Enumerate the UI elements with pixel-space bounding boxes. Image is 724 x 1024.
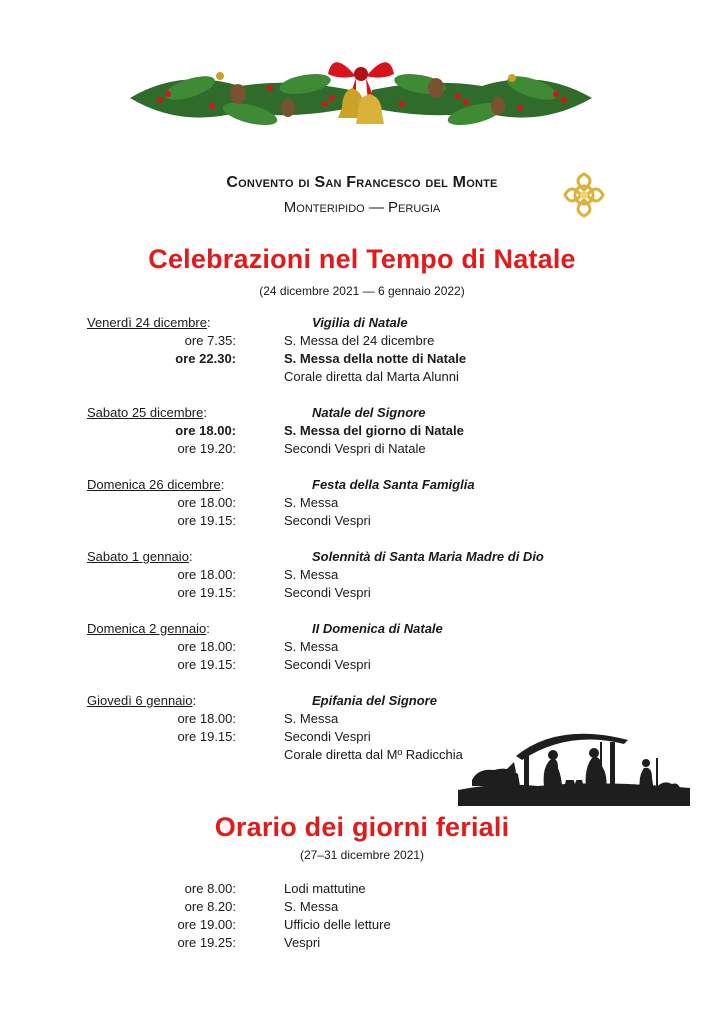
schedule-row	[0, 638, 724, 656]
day-header-row	[0, 314, 724, 332]
day-header-row	[0, 692, 724, 710]
service-time: ore 19.15:	[177, 513, 236, 528]
schedule-row	[0, 494, 724, 512]
day-block	[0, 314, 724, 386]
service-name: Corale diretta dal Mº Radicchia	[284, 747, 463, 762]
schedule-row	[0, 898, 724, 916]
weekday-schedule-title: Orario dei giorni feriali	[214, 812, 510, 842]
service-name: Lodi mattutine	[284, 881, 366, 896]
convent-header	[150, 172, 574, 219]
schedule-row	[0, 880, 724, 898]
franciscan-knot-logo-icon	[562, 170, 606, 220]
weekday-period-dates: (27–31 dicembre 2021)	[299, 848, 425, 862]
schedule-row	[0, 332, 724, 350]
day-name-text: Domenica 2 gennaio	[87, 621, 207, 636]
service-name: Secondi Vespri	[284, 513, 371, 528]
service-name: Corale diretta dal Marta Alunni	[284, 369, 459, 384]
service-time: ore 7.35:	[184, 333, 236, 348]
service-name: S. Messa del 24 dicembre	[284, 333, 435, 348]
schedule-row	[0, 368, 724, 386]
nativity-scene-silhouette	[458, 722, 690, 806]
day-block	[0, 548, 724, 602]
service-name: Secondi Vespri di Natale	[284, 441, 426, 456]
service-time: ore 18.00:	[175, 423, 236, 438]
service-time: ore 18.00:	[177, 495, 236, 510]
day-name: Sabato 25 dicembre:	[87, 405, 207, 420]
day-block	[0, 620, 724, 674]
day-name: Domenica 2 gennaio:	[87, 621, 210, 636]
christmas-garland-image	[120, 48, 602, 148]
service-name: S. Messa	[284, 495, 339, 510]
christmas-schedule	[0, 314, 724, 782]
schedule-row	[0, 656, 724, 674]
service-name: Secondi Vespri	[284, 729, 371, 744]
service-name: Ufficio delle letture	[284, 917, 391, 932]
christmas-celebrations-title: Celebrazioni nel Tempo di Natale	[148, 244, 576, 274]
service-time: ore 22.30:	[175, 351, 236, 366]
day-name-text: Domenica 26 dicembre	[87, 477, 221, 492]
feast-name: Natale del Signore	[312, 405, 426, 420]
day-block	[0, 476, 724, 530]
feast-name: Solennità di Santa Maria Madre di Dio	[312, 549, 544, 564]
service-time: ore 19.15:	[177, 657, 236, 672]
day-header-row	[0, 620, 724, 638]
service-name: S. Messa	[284, 899, 339, 914]
day-name-text: Giovedì 6 gennaio	[87, 693, 193, 708]
christmas-period-dates: (24 dicembre 2021 — 6 gennaio 2022)	[259, 284, 465, 298]
convent-name: Convento di San Francesco del Monte	[226, 174, 498, 191]
service-time: ore 18.00:	[177, 567, 236, 582]
day-header-row	[0, 404, 724, 422]
day-name: Sabato 1 gennaio:	[87, 549, 193, 564]
day-block	[0, 404, 724, 458]
weekday-schedule	[0, 880, 724, 952]
day-name-text: Sabato 1 gennaio	[87, 549, 189, 564]
schedule-row	[0, 422, 724, 440]
service-name: Vespri	[284, 935, 321, 950]
service-time: ore 19.15:	[177, 729, 236, 744]
service-name: S. Messa della notte di Natale	[284, 351, 467, 366]
feast-name: II Domenica di Natale	[312, 621, 443, 636]
day-name: Giovedì 6 gennaio:	[87, 693, 197, 708]
service-name: Secondi Vespri	[284, 585, 371, 600]
service-name: S. Messa	[284, 639, 339, 654]
day-header-row	[0, 548, 724, 566]
service-time: ore 19.15:	[177, 585, 236, 600]
service-time: ore 19.20:	[177, 441, 236, 456]
service-time: ore 19.25:	[177, 935, 236, 950]
feast-name: Vigilia di Natale	[312, 315, 408, 330]
service-name: Secondi Vespri	[284, 657, 371, 672]
service-name: S. Messa	[284, 567, 339, 582]
day-name-text: Venerdì 24 dicembre	[87, 315, 207, 330]
service-time: ore 8.20:	[184, 899, 236, 914]
service-name: S. Messa	[284, 711, 339, 726]
service-name: S. Messa del giorno di Natale	[284, 423, 464, 438]
schedule-row	[0, 584, 724, 602]
schedule-row	[0, 566, 724, 584]
service-time: ore 8.00:	[184, 881, 236, 896]
schedule-row	[0, 350, 724, 368]
schedule-row	[0, 934, 724, 952]
service-time: ore 18.00:	[177, 639, 236, 654]
service-time: ore 18.00:	[177, 711, 236, 726]
day-header-row	[0, 476, 724, 494]
schedule-row	[0, 512, 724, 530]
schedule-row	[0, 440, 724, 458]
schedule-row	[0, 916, 724, 934]
service-time: ore 19.00:	[177, 917, 236, 932]
convent-location: Monteripido — Perugia	[283, 199, 441, 216]
day-name: Domenica 26 dicembre:	[87, 477, 225, 492]
day-name-text: Sabato 25 dicembre	[87, 405, 204, 420]
day-name: Venerdì 24 dicembre:	[87, 315, 211, 330]
feast-name: Epifania del Signore	[312, 693, 437, 708]
feast-name: Festa della Santa Famiglia	[312, 477, 475, 492]
